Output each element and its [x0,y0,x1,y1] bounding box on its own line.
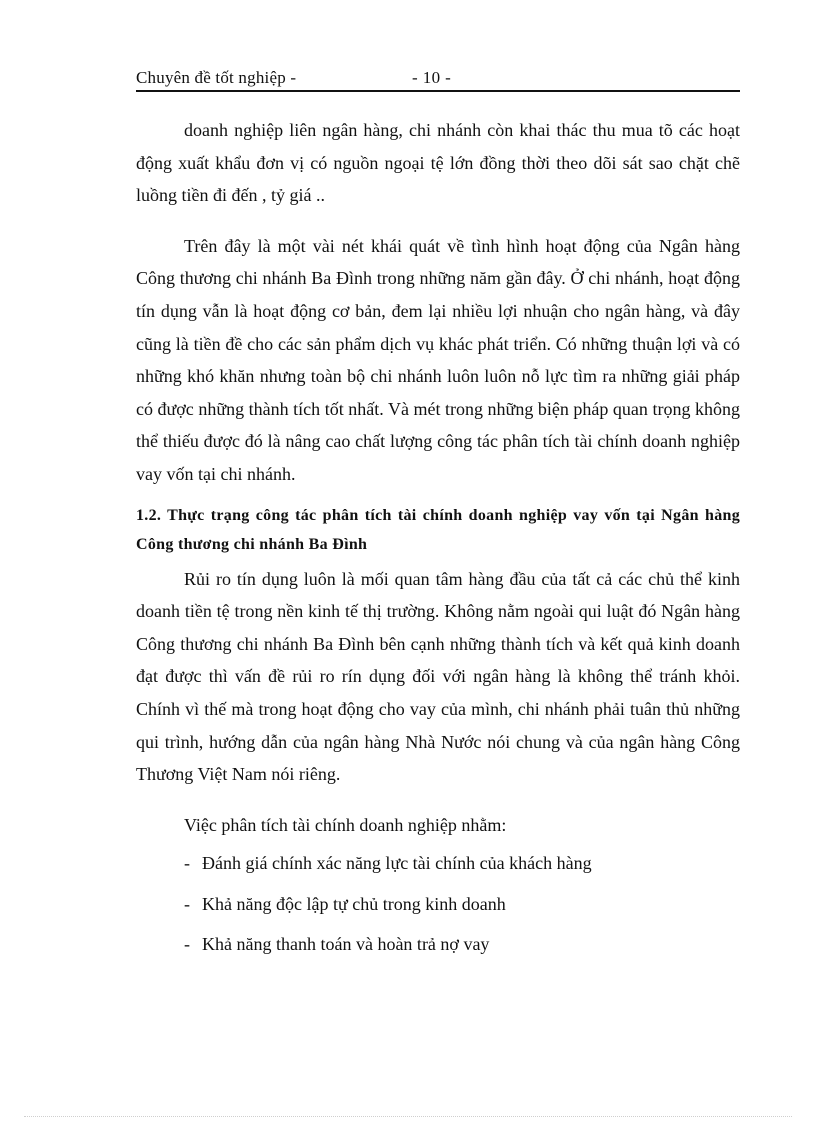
list-item [136,888,740,929]
header-title: Chuyên đề tốt nghiệp - [136,68,297,87]
bullet-dash: - [184,853,190,874]
paragraph-credit-risk: Rủi ro tín dụng luôn là mối quan tâm hàng đầu của tất cả các chủ thể kinh doanh tiền tệ trong nền kinh tế thị trường. Không nằm ngoài qui luật đó Ngân hàng Công thương chi nhánh Ba Đình bên cạnh những thành tích và kết quả kinh doanh đạt được thì vấn đề rủi ro rín dụng đối với ngân hàng là không thể tránh khỏi. Chính vì thế mà trong hoạt động cho vay của mình, chi nhánh phải tuân thủ những qui trình, hướng dẫn của ngân hàng Nhà Nước nói chung và của ngân hàng Công Thương Việt Nam nói riêng. [136,568,740,785]
purpose-list [136,847,740,969]
bullet-dash: - [184,893,190,914]
page-header [136,66,740,92]
document-body [136,114,740,969]
list-item [136,928,740,969]
section-heading: 1.2. Thực trạng công tác phân tích tài chính doanh nghiệp vay vốn tại Ngân hàng Công thương chi nhánh Ba Đình [136,506,740,553]
paragraph-continuation: doanh nghiệp liên ngân hàng, chi nhánh còn khai thác thu mua tõ các hoạt động xuất khẩu đơn vị có nguồn ngoại tệ lớn đồng thời theo dõi sát sao chặt chẽ luồng tiền đi đến , tỷ giá .. [136,120,740,206]
page-bottom-divider [24,1116,792,1117]
list-item [136,847,740,888]
list-item-text: Khả năng thanh toán và hoàn trả nợ vay [202,934,490,955]
list-item-text: Khả năng độc lập tự chủ trong kinh doanh [202,893,506,914]
list-item-text: Đánh giá chính xác năng lực tài chính của khách hàng [202,853,592,874]
paragraph-purpose-intro: Việc phân tích tài chính doanh nghiệp nhằm: [184,814,507,835]
paragraph-overview: Trên đây là một vài nét khái quát về tình hình hoạt động của Ngân hàng Công thương chi nhánh Ba Đình trong những năm gần đây. Ở chi nhánh, hoạt động tín dụng vẫn là hoạt động cơ bản, đem lại nhiều lợi nhuận cho ngân hàng, và đây cũng là tiền đề cho các sản phẩm dịch vụ khác phát triển. Có những thuận lợi và có những khó khăn nhưng toàn bộ chi nhánh luôn luôn nỗ lực tìm ra những giải pháp có được những thành tích tốt nhất. Và mét trong những biện pháp quan trọng không thể thiếu được đó là nâng cao chất lượng công tác phân tích tài chính doanh nghiệp vay vốn tại chi nhánh. [136,235,740,484]
page-number: - 10 - [412,68,452,87]
bullet-dash: - [184,934,190,955]
